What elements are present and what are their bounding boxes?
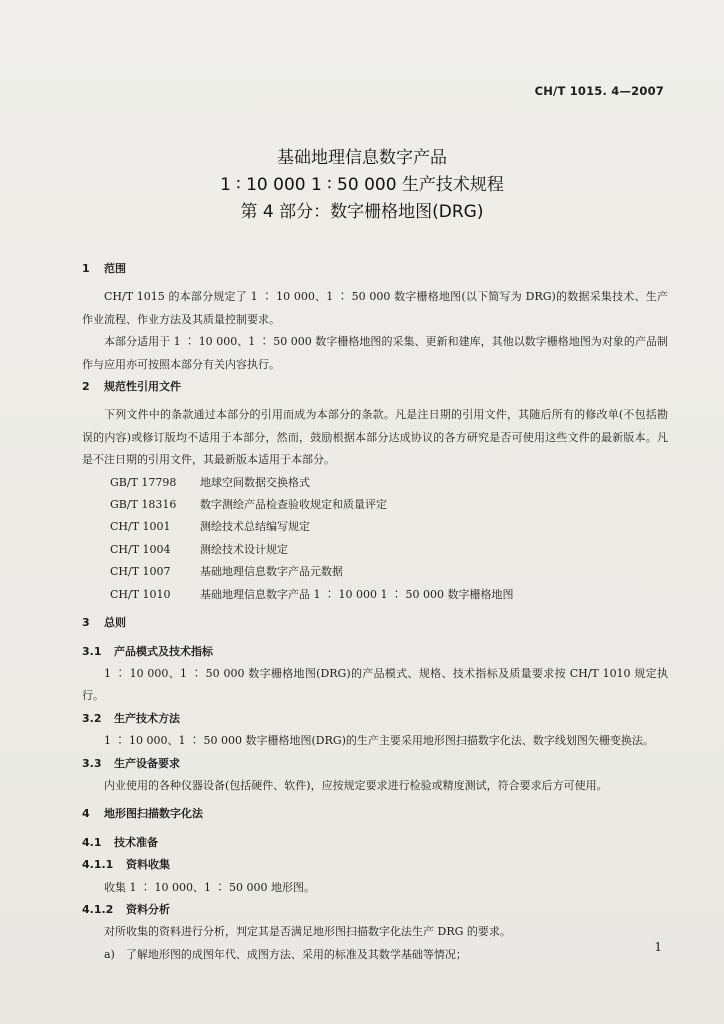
subsection-number: 4.1.1 xyxy=(82,858,114,872)
reference-code: CH/T 1001 xyxy=(110,520,171,534)
reference-name: 地球空间数据交换格式 xyxy=(200,475,310,489)
section-number: 2 xyxy=(82,380,90,394)
standard-code: CH/T 1015. 4—2007 xyxy=(534,84,664,98)
paragraph: 收集 1 ∶ 10 000、1 ∶ 50 000 地形图。 xyxy=(104,880,315,894)
subsection-title: 产品模式及技术指标 xyxy=(114,644,213,658)
paragraph: 本部分适用于 1 ∶ 10 000、1 ∶ 50 000 数字栅格地图的采集、更新和建库，其他以数字栅格地图为对象的产品制作与应用亦可按照本部分有关内容执行。 xyxy=(82,335,668,371)
section-title: 规范性引用文件 xyxy=(104,380,181,394)
reference-code: CH/T 1010 xyxy=(110,587,171,601)
subsection-4-1-2-heading xyxy=(82,899,668,921)
reference-item xyxy=(82,516,668,538)
paragraph: CH/T 1015 的本部分规定了 1 ∶ 10 000、1 ∶ 50 000 数字栅格地图(以下简写为 DRG)的数据采集技术、生产作业流程、作业方法及其质量控制要求。 xyxy=(82,290,668,326)
section-1-heading xyxy=(82,258,668,280)
reference-item xyxy=(82,472,668,494)
list-item: a) 了解地形图的成图年代、成图方法、采用的标准及其数学基础等情况； xyxy=(104,947,467,961)
subsection-title: 资料分析 xyxy=(126,902,170,916)
section-number: 3 xyxy=(82,616,90,630)
subsection-number: 4.1 xyxy=(82,835,102,849)
subsection-title: 生产设备要求 xyxy=(114,756,180,770)
reference-name: 基础地理信息数字产品元数据 xyxy=(200,565,343,579)
document-body xyxy=(82,258,668,966)
section-title: 地形图扫描数字化法 xyxy=(104,807,203,821)
reference-item xyxy=(82,584,668,606)
title-line-3: 第 4 部分：数字栅格地图(DRG) xyxy=(240,202,484,222)
reference-name: 数字测绘产品检查验收规定和质量评定 xyxy=(200,498,387,512)
section-title: 总则 xyxy=(104,616,126,630)
paragraph: 内业使用的各种仪器设备(包括硬件、软件)，应按规定要求进行检验或精度测试，符合要求后方可使用。 xyxy=(104,778,608,792)
document-title xyxy=(0,145,724,226)
subsection-3-2-heading xyxy=(82,708,668,730)
section-3-heading xyxy=(82,612,668,634)
reference-item xyxy=(82,539,668,561)
subsection-number: 3.2 xyxy=(82,711,102,725)
section-number: 4 xyxy=(82,807,90,821)
subsection-4-1-1-heading xyxy=(82,854,668,876)
reference-name: 测绘技术总结编写规定 xyxy=(200,520,310,534)
reference-code: GB/T 18316 xyxy=(110,498,177,512)
title-line-1: 基础地理信息数字产品 xyxy=(277,148,447,168)
section-number: 1 xyxy=(82,262,90,275)
reference-item xyxy=(82,561,668,583)
reference-code: CH/T 1007 xyxy=(110,565,171,579)
section-2-heading xyxy=(82,376,668,398)
subsection-number: 3.1 xyxy=(82,644,102,658)
reference-list xyxy=(82,472,668,606)
subsection-number: 4.1.2 xyxy=(82,902,114,916)
reference-name: 测绘技术设计规定 xyxy=(200,542,288,556)
title-line-2: 1 ∶ 10 000 1 ∶ 50 000 生产技术规程 xyxy=(220,175,504,195)
subsection-title: 资料收集 xyxy=(126,858,170,872)
paragraph: 1 ∶ 10 000、1 ∶ 50 000 数字栅格地图(DRG)的产品模式、规格、技术指标及质量要求按 CH/T 1010 规定执行。 xyxy=(82,666,668,703)
section-title: 范围 xyxy=(104,262,126,275)
paragraph: 对所收集的资料进行分析，判定其是否满足地形图扫描数字化法生产 DRG 的要求。 xyxy=(104,925,511,939)
subsection-3-3-heading xyxy=(82,753,668,775)
subsection-title: 生产技术方法 xyxy=(114,711,180,725)
subsection-3-1-heading xyxy=(82,641,668,663)
section-4-heading xyxy=(82,803,668,825)
subsection-4-1-heading xyxy=(82,832,668,854)
page-number: 1 xyxy=(654,940,662,954)
reference-code: GB/T 17798 xyxy=(110,475,177,489)
reference-item xyxy=(82,494,668,516)
subsection-number: 3.3 xyxy=(82,756,102,770)
subsection-title: 技术准备 xyxy=(114,835,158,849)
paragraph: 1 ∶ 10 000、1 ∶ 50 000 数字栅格地图(DRG)的生产主要采用地形图扫描数字化法、数字线划图矢栅变换法。 xyxy=(104,734,654,748)
reference-name: 基础地理信息数字产品 1 ∶ 10 000 1 ∶ 50 000 数字栅格地图 xyxy=(200,587,514,601)
paragraph: 下列文件中的条款通过本部分的引用而成为本部分的条款。凡是注日期的引用文件，其随后所有的修改单(不包括勘误的内容)或修订版均不适用于本部分，然而，鼓励根据本部分达成协议的各方研究是否可使用这些文件的最新版本。凡是不注日期的引用文件，其最新版本适用于本部分。 xyxy=(82,408,668,467)
reference-code: CH/T 1004 xyxy=(110,542,171,556)
